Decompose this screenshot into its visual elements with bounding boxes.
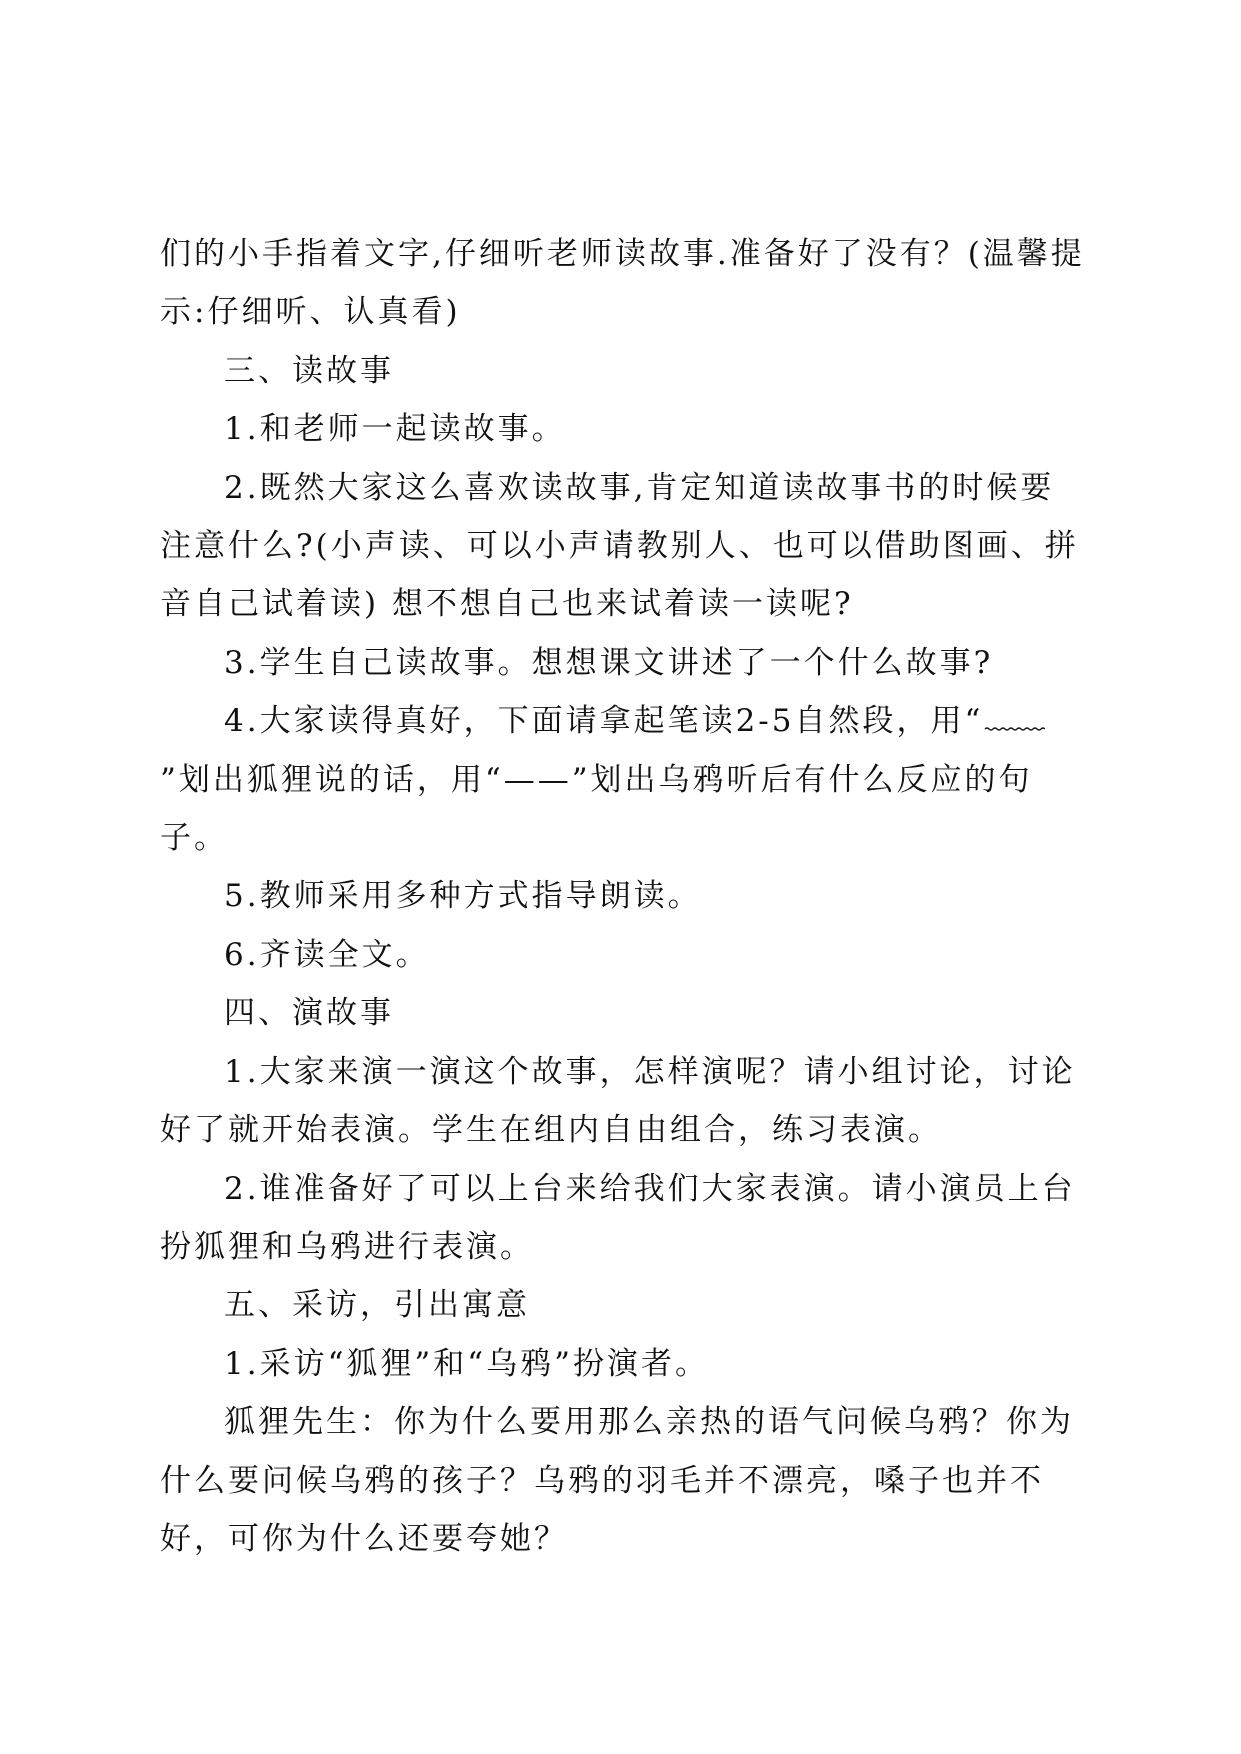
wavy-underline-icon — [983, 713, 1045, 733]
paragraph-continuation: 们的小手指着文字,仔细听老师读故事.准备好了没有？(温馨提示:仔细听、认真看) — [160, 236, 1085, 331]
paragraph-step-4 — [160, 692, 1085, 867]
section-heading-interview: 五、采访，引出寓意 — [224, 1287, 530, 1324]
paragraph-step-4-before: 4.大家读得真好，下面请拿起笔读2-5自然段，用“ — [224, 703, 984, 740]
paragraph-step-2: 2.既然大家这么喜欢读故事,肯定知道读故事书的时候要注意什么?(小声读、可以小声请教别人、也可以借助图画、拼音自己试着读) 想不想自己也来试着读一读呢? — [160, 469, 1079, 623]
section-heading-act-story: 四、演故事 — [224, 995, 394, 1032]
paragraph-act-step-1: 1.大家来演一演这个故事，怎样演呢？请小组讨论，讨论好了就开始表演。学生在组内自由组合，练习表演。 — [160, 1053, 1076, 1149]
paragraph-step-1: 1.和老师一起读故事。 — [224, 411, 566, 448]
document-body — [160, 225, 1085, 1568]
paragraph-step-6: 6.齐读全文。 — [224, 936, 430, 973]
paragraph-act-step-2: 2.谁准备好了可以上台来给我们大家表演。请小演员上台扮狐狸和乌鸦进行表演。 — [160, 1170, 1076, 1265]
paragraph-interview-step-1: 1.采访“狐狸”和“乌鸦”扮演者。 — [224, 1345, 709, 1382]
paragraph-step-3: 3.学生自己读故事。想想课文讲述了一个什么故事? — [224, 644, 994, 681]
paragraph-fox-questions: 狐狸先生：你为什么要用那么亲热的语气问候乌鸦？你为什么要问候乌鸦的孩子？乌鸦的羽毛并不漂亮，嗓子也并不好，可你为什么还要夸她？ — [160, 1404, 1074, 1557]
paragraph-step-5: 5.教师采用多种方式指导朗读。 — [224, 878, 702, 915]
paragraph-step-4-after: ”划出狐狸说的话，用“——”划出乌鸦听后有什么反应的句子。 — [160, 761, 1033, 857]
section-heading-read-story: 三、读故事 — [224, 352, 394, 389]
